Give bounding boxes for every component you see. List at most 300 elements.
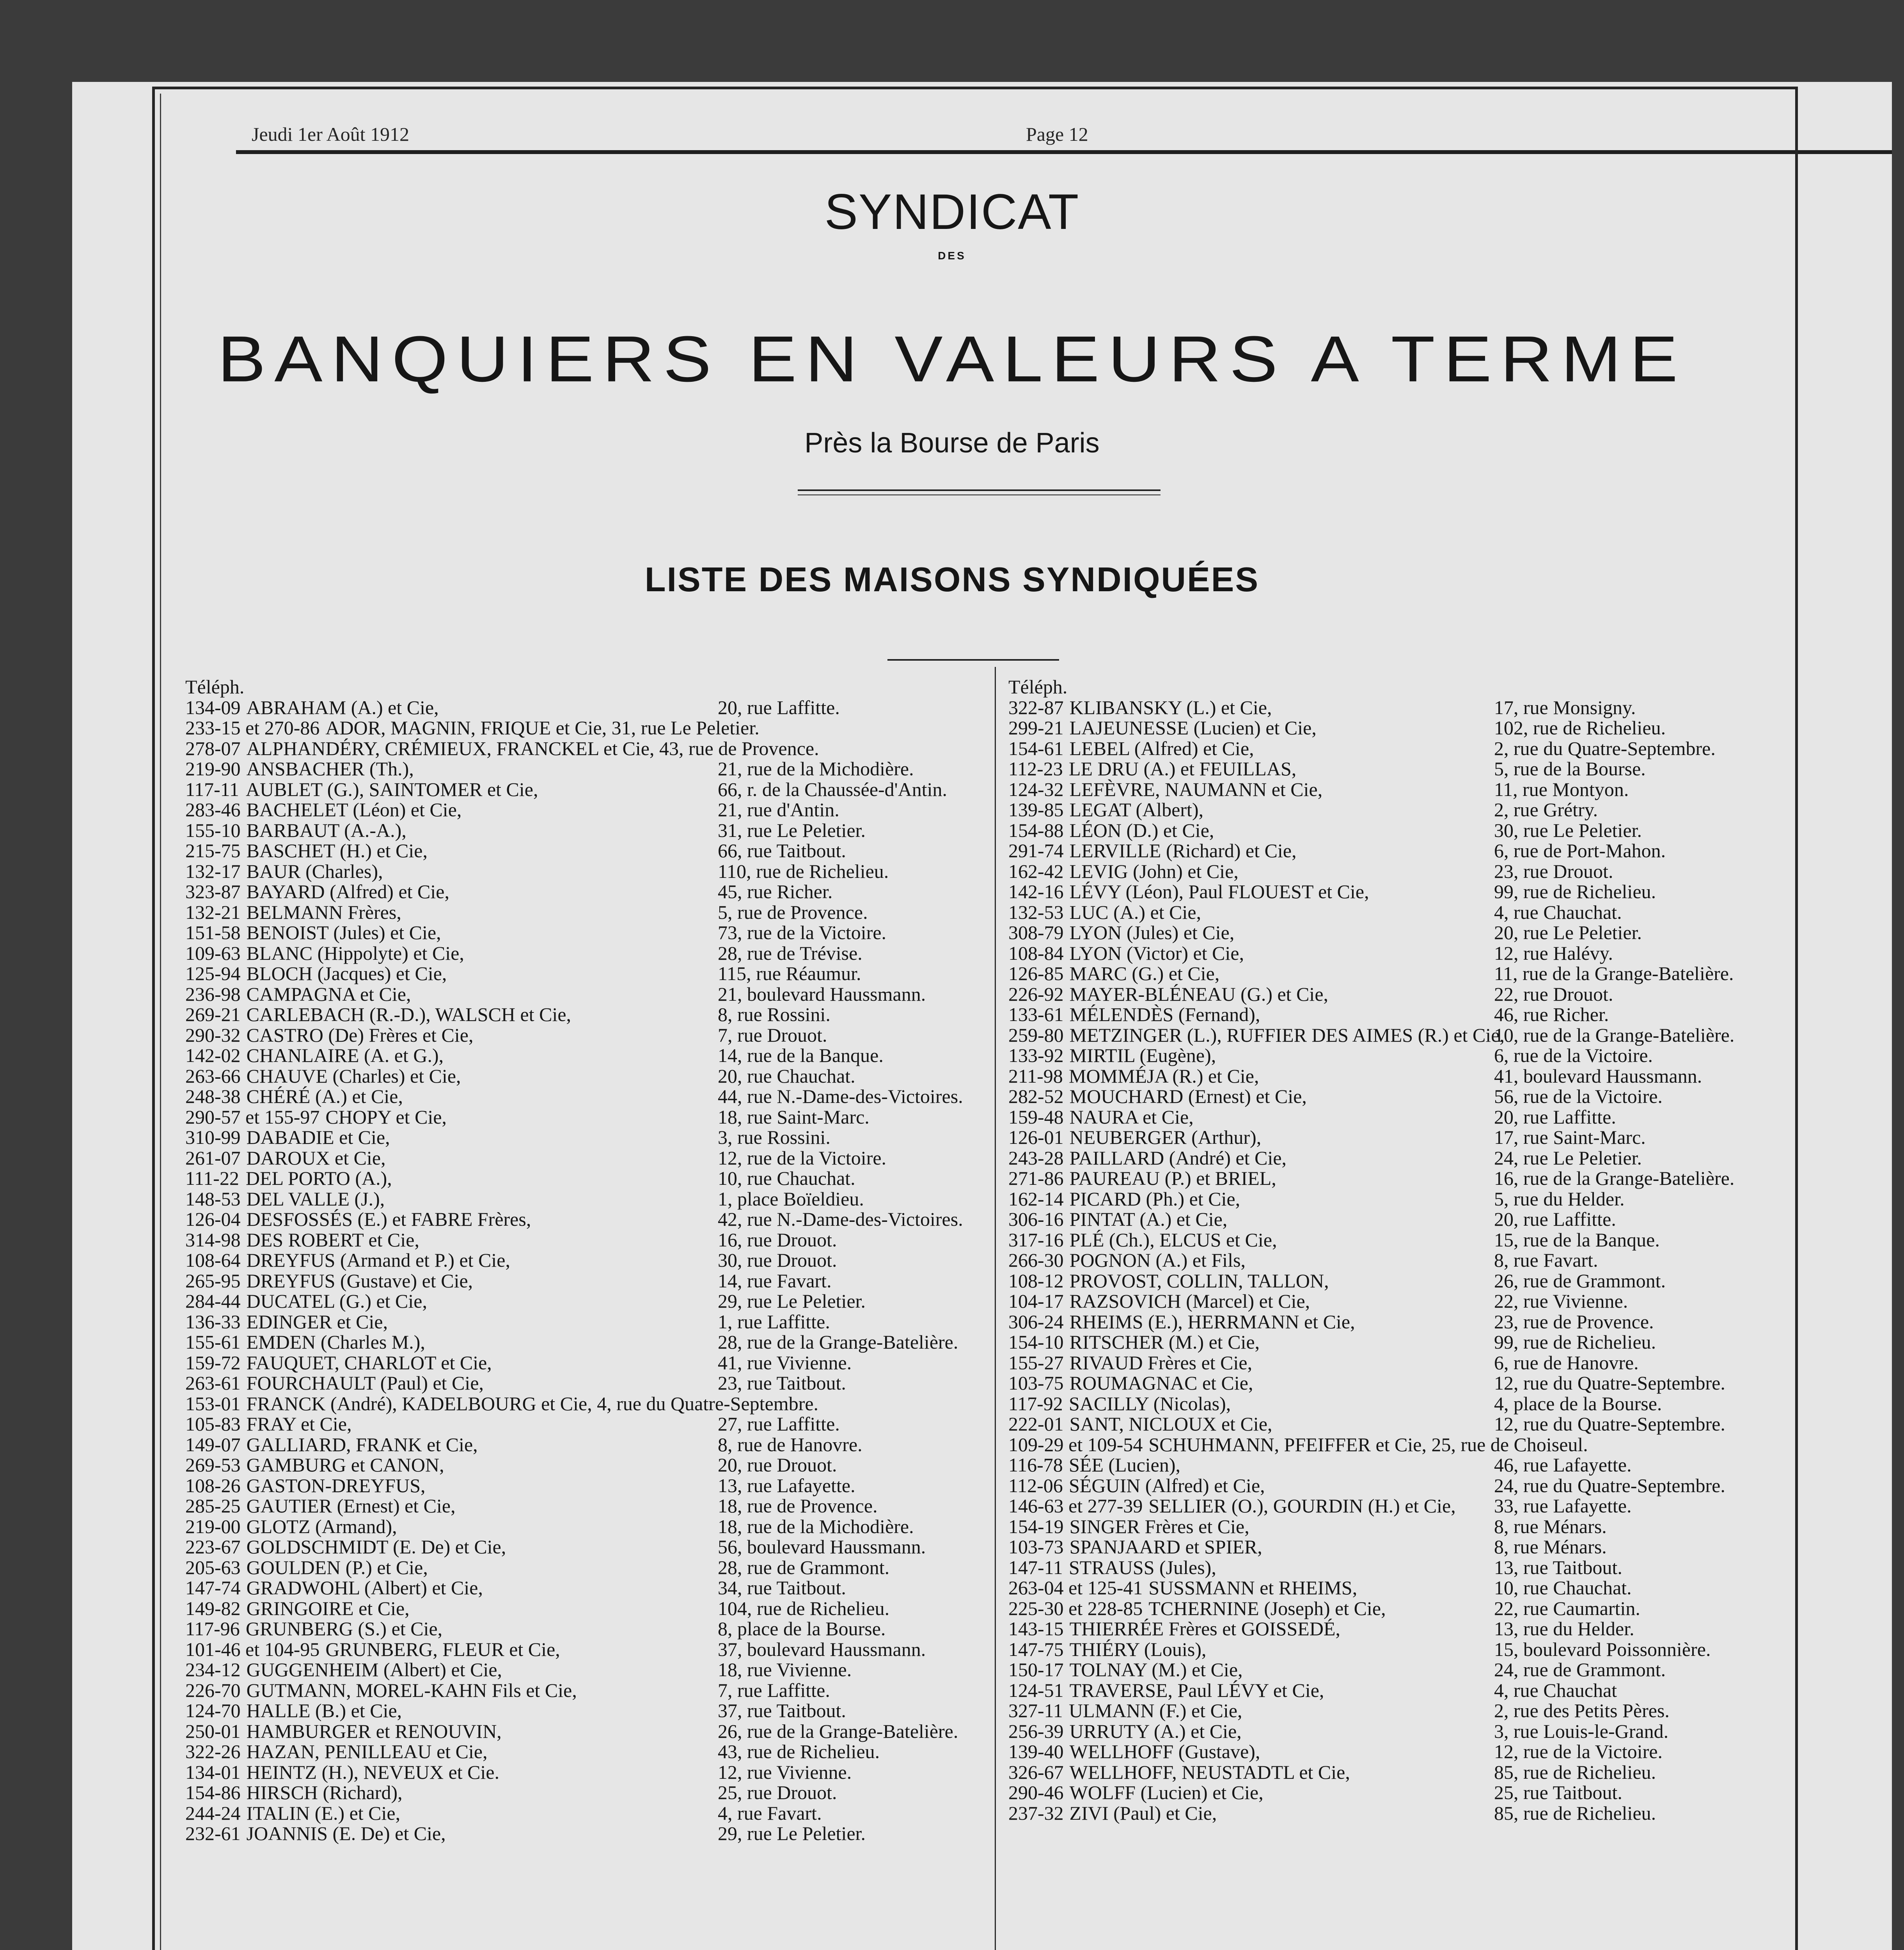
phone-number: 142-16 bbox=[1008, 881, 1064, 902]
member-name: JOANNIS (E. De) et Cie, bbox=[246, 1822, 446, 1844]
member-address: 20, rue Drouot. bbox=[718, 1454, 837, 1476]
member-row bbox=[185, 1741, 989, 1762]
member-address: 29, rue Le Peletier. bbox=[718, 1290, 866, 1312]
member-name: PAUREAU (P.) et BRIEL, bbox=[1069, 1167, 1276, 1189]
phone-number: 269-21 bbox=[185, 1003, 241, 1025]
phone-number: 147-11 bbox=[1008, 1556, 1063, 1578]
member-name: ADOR, MAGNIN, FRIQUE et Cie, 31, rue Le Peletier. bbox=[325, 717, 759, 739]
member-address: 26, rue de la Grange-Batelière. bbox=[718, 1720, 958, 1742]
member-row bbox=[1008, 963, 1773, 984]
member-row bbox=[1008, 1312, 1773, 1332]
member-row bbox=[1008, 902, 1773, 923]
member-address: 110, rue de Richelieu. bbox=[718, 860, 889, 882]
member-name: LEFÈVRE, NAUMANN et Cie, bbox=[1069, 778, 1323, 800]
member-row bbox=[185, 1271, 989, 1291]
member-row bbox=[1008, 1230, 1773, 1250]
member-row bbox=[1008, 1618, 1773, 1639]
member-row bbox=[185, 922, 989, 943]
member-row bbox=[185, 759, 989, 779]
member-address: 18, rue de la Michodière. bbox=[718, 1515, 914, 1537]
phone-number: 132-17 bbox=[185, 860, 241, 882]
member-row bbox=[1008, 1557, 1773, 1578]
member-row bbox=[1008, 820, 1773, 841]
title-des: DES bbox=[938, 250, 966, 262]
member-address: 18, rue Saint-Marc. bbox=[718, 1106, 869, 1128]
member-row bbox=[185, 738, 989, 759]
phone-number: 112-06 bbox=[1008, 1474, 1063, 1496]
member-address: 6, rue de la Victoire. bbox=[1494, 1044, 1653, 1066]
phone-number: 124-70 bbox=[185, 1700, 241, 1721]
member-name: GUGGENHEIM (Albert) et Cie, bbox=[246, 1659, 502, 1681]
member-row bbox=[185, 779, 989, 800]
member-name: WOLFF (Lucien) et Cie, bbox=[1069, 1782, 1263, 1803]
member-address: 18, rue de Provence. bbox=[718, 1495, 878, 1517]
member-name: RITSCHER (M.) et Cie, bbox=[1069, 1331, 1260, 1353]
member-name: LAJEUNESSE (Lucien) et Cie, bbox=[1069, 717, 1317, 739]
member-name: PAILLARD (André) et Cie, bbox=[1069, 1147, 1287, 1169]
phone-number: 124-32 bbox=[1008, 778, 1064, 800]
member-address: 23, rue Drouot. bbox=[1494, 860, 1613, 882]
phone-number: 323-87 bbox=[185, 881, 241, 902]
member-address: 22, rue Drouot. bbox=[1494, 983, 1613, 1005]
member-address: 5, rue de la Bourse. bbox=[1494, 758, 1646, 780]
member-address: 12, rue Halévy. bbox=[1494, 942, 1613, 964]
member-row bbox=[1008, 1332, 1773, 1353]
phone-number: 103-73 bbox=[1008, 1536, 1064, 1558]
phone-number: 222-01 bbox=[1008, 1413, 1064, 1435]
phone-number: 285-25 bbox=[185, 1495, 241, 1517]
member-row bbox=[185, 1700, 989, 1721]
member-address: 21, rue de la Michodière. bbox=[718, 758, 914, 780]
phone-number: 205-63 bbox=[185, 1556, 241, 1578]
member-name: HAZAN, PENILLEAU et Cie, bbox=[246, 1741, 488, 1762]
phone-number: 155-10 bbox=[185, 819, 241, 841]
member-row bbox=[185, 1025, 989, 1046]
phone-number: 159-72 bbox=[185, 1351, 241, 1374]
member-address: 66, r. de la Chaussée-d'Antin. bbox=[718, 778, 948, 800]
phone-number: 211-98 bbox=[1008, 1065, 1063, 1087]
phone-number: 322-26 bbox=[185, 1741, 241, 1762]
phone-number: 134-09 bbox=[185, 696, 241, 718]
member-name: LE DRU (A.) et FEUILLAS, bbox=[1069, 758, 1297, 780]
phone-number: 117-96 bbox=[185, 1618, 240, 1640]
phone-number: 112-23 bbox=[1008, 758, 1063, 780]
member-name: MÉLENDÈS (Fernand), bbox=[1069, 1003, 1260, 1025]
phone-number: 139-85 bbox=[1008, 799, 1064, 821]
member-address: 21, rue d'Antin. bbox=[718, 799, 839, 821]
member-name: FAUQUET, CHARLOT et Cie, bbox=[246, 1351, 492, 1374]
phone-number: 124-51 bbox=[1008, 1679, 1064, 1701]
member-row bbox=[1008, 1148, 1773, 1168]
member-row bbox=[185, 1393, 989, 1414]
member-address: 2, rue Grétry. bbox=[1494, 799, 1598, 821]
member-address: 17, rue Monsigny. bbox=[1494, 696, 1636, 718]
subtitle-bourse: Près la Bourse de Paris bbox=[804, 427, 1100, 459]
member-name: BASCHET (H.) et Cie, bbox=[246, 840, 428, 862]
member-name: EMDEN (Charles M.), bbox=[246, 1331, 425, 1353]
member-address: 12, rue de la Victoire. bbox=[718, 1147, 887, 1169]
member-row bbox=[1008, 1659, 1773, 1680]
member-name: CHÉRÉ (A.) et Cie, bbox=[246, 1085, 403, 1107]
member-name: HEINTZ (H.), NEVEUX et Cie. bbox=[246, 1761, 500, 1783]
member-address: 43, rue de Richelieu. bbox=[718, 1741, 880, 1762]
member-address: 56, rue de la Victoire. bbox=[1494, 1085, 1663, 1107]
phone-number: 154-19 bbox=[1008, 1515, 1064, 1537]
member-address: 14, rue Favart. bbox=[718, 1269, 832, 1292]
member-name: HALLE (B.) et Cie, bbox=[246, 1700, 402, 1721]
member-name: ROUMAGNAC et Cie, bbox=[1069, 1372, 1253, 1394]
phone-number: 153-01 bbox=[185, 1392, 241, 1415]
phone-number: 256-39 bbox=[1008, 1720, 1064, 1742]
phone-number: 310-99 bbox=[185, 1126, 241, 1148]
phone-number: 162-42 bbox=[1008, 860, 1064, 882]
member-row bbox=[185, 1353, 989, 1373]
member-name: DUCATEL (G.) et Cie, bbox=[246, 1290, 427, 1312]
member-name: BAYARD (Alfred) et Cie, bbox=[246, 881, 449, 902]
member-address: 5, rue du Helder. bbox=[1494, 1188, 1625, 1210]
member-name: EDINGER et Cie, bbox=[246, 1310, 388, 1333]
phone-number: 326-67 bbox=[1008, 1761, 1064, 1783]
member-row bbox=[185, 1086, 989, 1107]
member-row bbox=[1008, 1700, 1773, 1721]
phone-number: 322-87 bbox=[1008, 696, 1064, 718]
member-row bbox=[1008, 1455, 1773, 1475]
member-name: FOURCHAULT (Paul) et Cie, bbox=[246, 1372, 484, 1394]
member-row bbox=[185, 1721, 989, 1742]
member-name: LÉON (D.) et Cie, bbox=[1069, 819, 1214, 841]
member-address: 28, rue de Grammont. bbox=[718, 1556, 890, 1578]
member-name: CHAUVE (Charles) et Cie, bbox=[246, 1065, 461, 1087]
member-row bbox=[185, 1680, 989, 1701]
member-name: DEL PORTO (A.), bbox=[246, 1167, 392, 1189]
member-name: LÉVY (Léon), Paul FLOUEST et Cie, bbox=[1069, 881, 1369, 902]
phone-number: 108-64 bbox=[185, 1249, 241, 1271]
member-address: 29, rue Le Peletier. bbox=[718, 1822, 866, 1844]
member-name: MARC (G.) et Cie, bbox=[1069, 963, 1220, 984]
title-syndicat: SYNDICAT bbox=[824, 184, 1080, 240]
member-row bbox=[185, 697, 989, 718]
phone-number: 284-44 bbox=[185, 1290, 241, 1312]
phone-number: 306-16 bbox=[1008, 1208, 1064, 1230]
member-address: 102, rue de Richelieu. bbox=[1494, 717, 1666, 739]
member-row bbox=[185, 1762, 989, 1783]
member-row bbox=[1008, 1639, 1773, 1660]
member-name: SPANJAARD et SPIER, bbox=[1069, 1536, 1262, 1558]
member-address: 24, rue du Quatre-Septembre. bbox=[1494, 1474, 1725, 1496]
member-address: 99, rue de Richelieu. bbox=[1494, 881, 1656, 902]
member-address: 15, boulevard Poissonnière. bbox=[1494, 1638, 1711, 1660]
member-name: GOLDSCHMIDT (E. De) et Cie, bbox=[246, 1536, 506, 1558]
member-address: 30, rue Drouot. bbox=[718, 1249, 837, 1271]
page-date: Jeudi 1er Août 1912 bbox=[252, 123, 410, 145]
member-name: THIERRÉE Frères et GOISSEDÉ, bbox=[1069, 1618, 1340, 1640]
member-address: 18, rue Vivienne. bbox=[718, 1659, 852, 1681]
member-address: 46, rue Lafayette. bbox=[1494, 1454, 1632, 1476]
member-address: 3, rue Rossini. bbox=[718, 1126, 830, 1148]
member-name: BLOCH (Jacques) et Cie, bbox=[246, 963, 447, 984]
phone-number: 155-61 bbox=[185, 1331, 241, 1353]
member-address: 41, rue Vivienne. bbox=[718, 1351, 852, 1374]
member-name: STRAUSS (Jules), bbox=[1069, 1556, 1216, 1578]
member-address: 27, rue Laffitte. bbox=[718, 1413, 840, 1435]
member-name: SÉGUIN (Alfred) et Cie, bbox=[1069, 1474, 1265, 1496]
member-address: 73, rue de la Victoire. bbox=[718, 922, 887, 943]
phone-number: 314-98 bbox=[185, 1228, 241, 1251]
phone-number: 148-53 bbox=[185, 1188, 241, 1210]
phone-number: 159-48 bbox=[1008, 1106, 1064, 1128]
member-row bbox=[1008, 1271, 1773, 1291]
member-name: ITALIN (E.) et Cie, bbox=[246, 1802, 401, 1824]
member-address: 4, place de la Bourse. bbox=[1494, 1392, 1662, 1415]
member-name: BACHELET (Léon) et Cie, bbox=[246, 799, 462, 821]
member-row bbox=[185, 840, 989, 861]
member-name: DEL VALLE (J.), bbox=[246, 1188, 385, 1210]
member-row bbox=[1008, 759, 1773, 779]
member-row bbox=[185, 1004, 989, 1025]
phone-number: 105-83 bbox=[185, 1413, 241, 1435]
member-address: 23, rue de Provence. bbox=[1494, 1310, 1654, 1333]
member-address: 7, rue Laffitte. bbox=[718, 1679, 830, 1701]
phone-number: 147-75 bbox=[1008, 1638, 1064, 1660]
member-address: 46, rue Richer. bbox=[1494, 1003, 1609, 1025]
phone-number: 109-29 et 109-54 bbox=[1008, 1433, 1143, 1455]
phone-number: 248-38 bbox=[185, 1085, 241, 1107]
member-row bbox=[1008, 984, 1773, 1005]
member-address: 42, rue N.-Dame-des-Victoires. bbox=[718, 1208, 963, 1230]
member-address: 10, rue Chauchat. bbox=[718, 1167, 855, 1189]
member-address: 4, rue Favart. bbox=[718, 1802, 822, 1824]
member-row bbox=[1008, 1189, 1773, 1209]
member-row bbox=[185, 820, 989, 841]
member-row bbox=[185, 1578, 989, 1598]
phone-number: 290-46 bbox=[1008, 1782, 1064, 1803]
member-name: DABADIE et Cie, bbox=[246, 1126, 390, 1148]
phone-number: 263-61 bbox=[185, 1372, 241, 1394]
member-row bbox=[185, 1332, 989, 1353]
member-address: 4, rue Chauchat bbox=[1494, 1679, 1617, 1701]
member-name: DAROUX et Cie, bbox=[246, 1147, 386, 1169]
member-address: 28, rue de Trévise. bbox=[718, 942, 862, 964]
member-row bbox=[185, 1066, 989, 1087]
phone-number: 299-21 bbox=[1008, 717, 1064, 739]
member-name: RHEIMS (E.), HERRMANN et Cie, bbox=[1069, 1310, 1355, 1333]
phone-number: 266-30 bbox=[1008, 1249, 1064, 1271]
member-name: GAUTIER (Ernest) et Cie, bbox=[246, 1495, 456, 1517]
member-row bbox=[1008, 1168, 1773, 1189]
member-name: CHANLAIRE (A. et G.), bbox=[246, 1044, 444, 1066]
member-row bbox=[1008, 1434, 1773, 1455]
member-row bbox=[1008, 861, 1773, 882]
member-address: 20, rue Chauchat. bbox=[718, 1065, 855, 1087]
phone-number: 154-86 bbox=[185, 1782, 241, 1803]
phone-number: 149-82 bbox=[185, 1597, 241, 1619]
phone-number: 126-01 bbox=[1008, 1126, 1064, 1148]
member-name: ULMANN (F.) et Cie, bbox=[1069, 1700, 1242, 1721]
member-row bbox=[1008, 1680, 1773, 1701]
phone-number: 223-67 bbox=[185, 1536, 241, 1558]
member-name: TOLNAY (M.) et Cie, bbox=[1069, 1659, 1243, 1681]
phone-number: 136-33 bbox=[185, 1310, 241, 1333]
member-row bbox=[185, 1045, 989, 1066]
member-address: 12, rue du Quatre-Septembre. bbox=[1494, 1372, 1725, 1394]
column-header: Téléph. bbox=[185, 676, 245, 698]
member-row bbox=[185, 902, 989, 923]
member-name: WELLHOFF, NEUSTADTL et Cie, bbox=[1069, 1761, 1350, 1783]
member-address: 13, rue Lafayette. bbox=[718, 1474, 855, 1496]
member-list bbox=[185, 697, 989, 1844]
member-name: RAZSOVICH (Marcel) et Cie, bbox=[1069, 1290, 1310, 1312]
member-address: 1, place Boïeldieu. bbox=[718, 1188, 864, 1210]
member-name: CASTRO (De) Frères et Cie, bbox=[246, 1024, 474, 1046]
member-address: 13, rue du Helder. bbox=[1494, 1618, 1634, 1640]
member-address: 10, rue de la Grange-Batelière. bbox=[1494, 1024, 1735, 1046]
member-row bbox=[185, 1250, 989, 1271]
member-address: 3, rue Louis-le-Grand. bbox=[1494, 1720, 1669, 1742]
member-name: BARBAUT (A.-A.), bbox=[246, 819, 406, 841]
member-name: MAYER-BLÉNEAU (G.) et Cie, bbox=[1069, 983, 1329, 1005]
member-address: 20, rue Laffitte. bbox=[718, 696, 840, 718]
member-address: 115, rue Réaumur. bbox=[718, 963, 861, 984]
member-row bbox=[185, 1312, 989, 1332]
phone-number: 151-58 bbox=[185, 922, 241, 943]
member-row bbox=[185, 861, 989, 882]
member-row bbox=[185, 1823, 989, 1844]
member-name: POGNON (A.) et Fils, bbox=[1069, 1249, 1246, 1271]
member-row bbox=[1008, 1086, 1773, 1107]
phone-number: 117-92 bbox=[1008, 1392, 1063, 1415]
phone-number: 317-16 bbox=[1008, 1228, 1064, 1251]
member-name: CARLEBACH (R.-D.), WALSCH et Cie, bbox=[246, 1003, 571, 1025]
member-address: 21, boulevard Haussmann. bbox=[718, 983, 926, 1005]
phone-number: 234-12 bbox=[185, 1659, 241, 1681]
member-address: 16, rue Drouot. bbox=[718, 1228, 837, 1251]
member-name: BELMANN Frères, bbox=[246, 901, 401, 923]
member-address: 28, rue de la Grange-Batelière. bbox=[718, 1331, 958, 1353]
member-name: ABRAHAM (A.) et Cie, bbox=[246, 696, 439, 718]
member-name: PICARD (Ph.) et Cie, bbox=[1069, 1188, 1240, 1210]
phone-number: 154-61 bbox=[1008, 737, 1064, 759]
member-row bbox=[1008, 1291, 1773, 1312]
phone-number: 327-11 bbox=[1008, 1700, 1063, 1721]
phone-number: 290-32 bbox=[185, 1024, 241, 1046]
phone-number: 263-04 et 125-41 bbox=[1008, 1577, 1143, 1599]
member-row bbox=[185, 1618, 989, 1639]
phone-number: 133-61 bbox=[1008, 1003, 1064, 1025]
member-name: CAMPAGNA et Cie, bbox=[246, 983, 411, 1005]
member-row bbox=[185, 1475, 989, 1496]
member-name: FRAY et Cie, bbox=[246, 1413, 352, 1435]
page-number: Page 12 bbox=[1026, 123, 1088, 145]
title-banquiers: BANQUIERS EN VALEURS A TERME bbox=[217, 323, 1687, 395]
phone-number: 103-75 bbox=[1008, 1372, 1064, 1394]
phone-number: 109-63 bbox=[185, 942, 241, 964]
member-row bbox=[1008, 1393, 1773, 1414]
member-address: 2, rue des Petits Pères. bbox=[1494, 1700, 1670, 1721]
phone-number: 306-24 bbox=[1008, 1310, 1064, 1333]
member-address: 104, rue de Richelieu. bbox=[718, 1597, 890, 1619]
member-name: GOULDEN (P.) et Cie, bbox=[246, 1556, 428, 1578]
member-name: URRUTY (A.) et Cie, bbox=[1069, 1720, 1242, 1742]
member-name: GUTMANN, MOREL-KAHN Fils et Cie, bbox=[246, 1679, 577, 1701]
phone-number: 219-00 bbox=[185, 1515, 241, 1537]
member-name: SÉE (Lucien), bbox=[1069, 1454, 1181, 1476]
member-address: 44, rue N.-Dame-des-Victoires. bbox=[718, 1085, 963, 1107]
phone-number: 261-07 bbox=[185, 1147, 241, 1169]
member-address: 37, boulevard Haussmann. bbox=[718, 1638, 926, 1660]
phone-number: 125-94 bbox=[185, 963, 241, 984]
divider-rule bbox=[887, 659, 1059, 661]
member-address: 20, rue Le Peletier. bbox=[1494, 922, 1642, 943]
member-row bbox=[1008, 1107, 1773, 1127]
phone-number: 282-52 bbox=[1008, 1085, 1064, 1107]
member-address: 17, rue Saint-Marc. bbox=[1494, 1126, 1646, 1148]
phone-number: 108-26 bbox=[185, 1474, 241, 1496]
member-row bbox=[185, 1168, 989, 1189]
member-name: LYON (Victor) et Cie, bbox=[1069, 942, 1244, 964]
member-name: WELLHOFF (Gustave), bbox=[1069, 1741, 1260, 1762]
member-name: PINTAT (A.) et Cie, bbox=[1069, 1208, 1228, 1230]
divider-rule bbox=[798, 489, 1160, 491]
phone-number: 154-88 bbox=[1008, 819, 1064, 841]
phone-number: 143-15 bbox=[1008, 1618, 1064, 1640]
phone-number: 236-98 bbox=[185, 983, 241, 1005]
member-address: 20, rue Laffitte. bbox=[1494, 1106, 1616, 1128]
phone-number: 149-07 bbox=[185, 1433, 241, 1455]
member-row bbox=[185, 1230, 989, 1250]
phone-number: 263-66 bbox=[185, 1065, 241, 1087]
member-name: HIRSCH (Richard), bbox=[246, 1782, 403, 1803]
phone-number: 219-90 bbox=[185, 758, 241, 780]
member-row bbox=[1008, 1721, 1773, 1742]
member-address: 4, rue Chauchat. bbox=[1494, 901, 1622, 923]
member-address: 56, boulevard Haussmann. bbox=[718, 1536, 926, 1558]
phone-number: 259-80 bbox=[1008, 1024, 1064, 1046]
member-address: 14, rue de la Banque. bbox=[718, 1044, 884, 1066]
member-name: CHOPY et Cie, bbox=[325, 1106, 447, 1128]
phone-number: 117-11 bbox=[185, 778, 239, 800]
member-address: 6, rue de Port-Mahon. bbox=[1494, 840, 1666, 862]
member-row bbox=[1008, 1537, 1773, 1557]
list-title: LISTE DES MAISONS SYNDIQUÉES bbox=[644, 560, 1260, 599]
member-name: KLIBANSKY (L.) et Cie, bbox=[1069, 696, 1272, 718]
member-name: NEUBERGER (Arthur), bbox=[1069, 1126, 1262, 1148]
member-address: 41, boulevard Haussmann. bbox=[1494, 1065, 1702, 1087]
member-address: 1, rue Laffitte. bbox=[718, 1310, 830, 1333]
member-name: GALLIARD, FRANK et Cie, bbox=[246, 1433, 478, 1455]
column-header: Téléph. bbox=[1008, 676, 1068, 698]
member-name: ZIVI (Paul) et Cie, bbox=[1069, 1802, 1217, 1824]
member-row bbox=[185, 1189, 989, 1209]
member-row bbox=[1008, 840, 1773, 861]
member-address: 11, rue Montyon. bbox=[1494, 778, 1629, 800]
member-address: 12, rue du Quatre-Septembre. bbox=[1494, 1413, 1725, 1435]
member-row bbox=[1008, 718, 1773, 738]
member-name: MOUCHARD (Ernest) et Cie, bbox=[1069, 1085, 1307, 1107]
member-row bbox=[1008, 1762, 1773, 1783]
phone-number: 232-61 bbox=[185, 1822, 241, 1844]
member-row bbox=[1008, 1373, 1773, 1393]
member-name: BLANC (Hippolyte) et Cie, bbox=[246, 942, 464, 964]
phone-number: 111-22 bbox=[185, 1167, 239, 1189]
member-name: LEBEL (Alfred) et Cie, bbox=[1069, 737, 1254, 759]
member-address: 8, rue de Hanovre. bbox=[718, 1433, 862, 1455]
member-row bbox=[1008, 1475, 1773, 1496]
member-name: GRUNBERG (S.) et Cie, bbox=[246, 1618, 443, 1640]
member-row bbox=[1008, 943, 1773, 964]
member-name: ANSBACHER (Th.), bbox=[246, 758, 414, 780]
member-name: NAURA et Cie, bbox=[1069, 1106, 1194, 1128]
member-address: 25, rue Drouot. bbox=[718, 1782, 837, 1803]
